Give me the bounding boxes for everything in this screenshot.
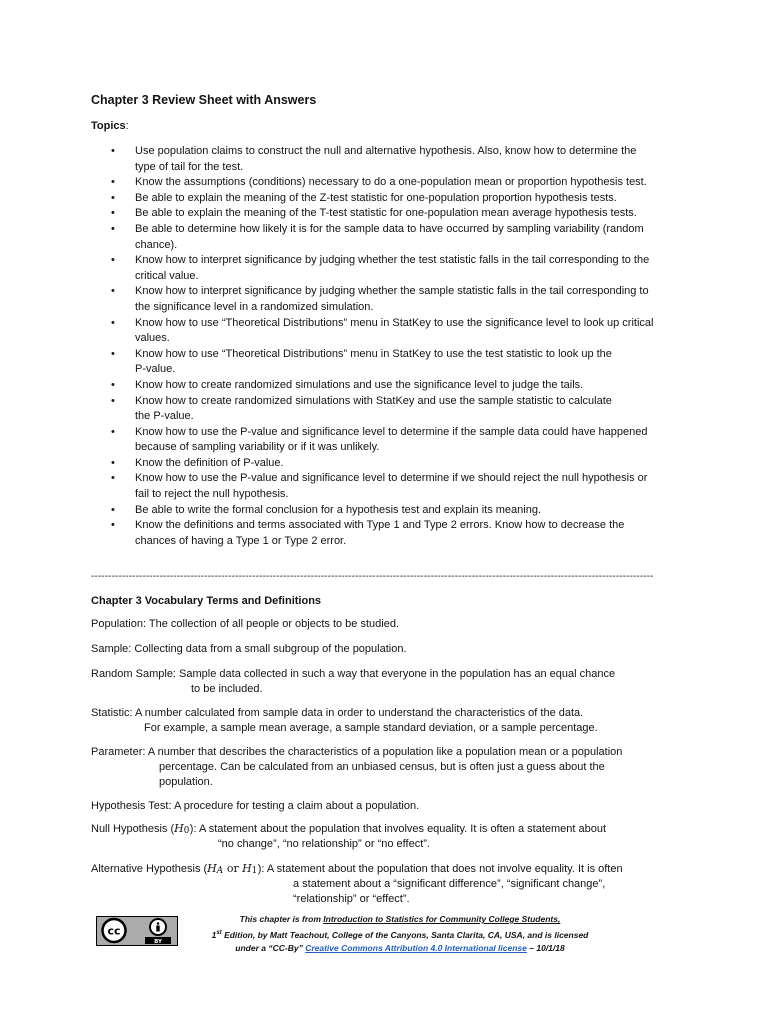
definition-continuation: to be included. [191, 683, 263, 695]
topic-line: Know how to interpret significance by judging whether the sample statistic falls in the tail corresponding to [135, 285, 649, 298]
topic-line: type of tail for the test. [135, 160, 244, 173]
topic-item [108, 456, 674, 472]
definition-population [91, 617, 661, 632]
topic-item [108, 471, 674, 502]
topic-line: because of sampling variability or if it was unlikely. [135, 441, 380, 454]
topics-label: Topics [91, 120, 126, 132]
term-definition: ): A statement about the population that does not involve equality. It is often [257, 863, 623, 875]
topic-item [108, 191, 674, 207]
topics-list [108, 144, 674, 549]
topic-item [108, 175, 674, 191]
footer-line-1 [200, 913, 600, 927]
topic-line: Know how to use the P-value and significance level to determine if the sample data could have happened [135, 425, 648, 438]
footer-text: under a “CC-By” [235, 942, 306, 953]
definition-null-hypothesis [91, 822, 661, 852]
term-definition: ): A statement about the population that involves equality. It is often a statement about [189, 823, 607, 835]
definition-text [91, 822, 661, 837]
cc-label: cc [107, 924, 121, 938]
alternative-hypothesis-symbol: H A or H 1 [207, 862, 258, 877]
cc-by-logo-icon [97, 917, 176, 944]
topic-line: fail to reject the null hypothesis. [135, 488, 289, 501]
footer-line-3 [200, 942, 600, 956]
license-link[interactable]: Creative Commons Attribution 4.0 International license [305, 942, 527, 953]
footer-attribution [200, 913, 600, 955]
definition-continuation: “no change”, “no relationship” or “no effect”. [218, 838, 430, 850]
topic-item [108, 253, 674, 284]
definition-statistic [91, 706, 661, 736]
topic-item [108, 316, 674, 347]
topic-line: Know how to create randomized simulations with StatKey and use the sample statistic to calculate [135, 394, 612, 407]
edition-suffix: st [216, 929, 222, 936]
topic-item [108, 144, 674, 175]
topic-line: Be able to explain the meaning of the T-test statistic for one-population mean average hypothesis tests. [135, 207, 637, 220]
definition-text: Sample: Collecting data from a small subgroup of the population. [91, 643, 407, 655]
edition-number: 1 [211, 929, 217, 940]
definition-text: Random Sample: Sample data collected in such a way that everyone in the population has an equal chance [91, 668, 616, 680]
topic-item [108, 503, 674, 519]
footer-date: – 10/1/18 [526, 942, 565, 953]
by-label: BY [154, 939, 162, 944]
topics-colon: : [125, 120, 129, 132]
vocab-section-title: Chapter 3 Vocabulary Terms and Definitions [91, 595, 322, 607]
footer-text: This chapter is from [239, 914, 324, 924]
page-title: Chapter 3 Review Sheet with Answers [91, 93, 317, 107]
definition-hypothesis-test [91, 799, 661, 814]
topic-item [108, 222, 674, 253]
topic-line: Know the definitions and terms associated with Type 1 and Type 2 errors. Know how to decrease the [135, 519, 625, 532]
topic-line: Be able to determine how likely it is for the sample data to have occurred by sampling variability (random [135, 222, 644, 235]
definition-text: Parameter: A number that describes the characteristics of a population like a population mean or a population [91, 746, 623, 758]
definition-random-sample [91, 667, 661, 697]
topic-item [108, 284, 674, 315]
definition-continuation: population. [159, 776, 213, 788]
topic-line: the significance level in a randomized simulation. [135, 300, 374, 313]
topic-line: Know how to use “Theoretical Distributions” menu in StatKey to use the significance level to look up critical [135, 316, 654, 329]
topic-line: Use population claims to construct the null and alternative hypothesis. Also, know how to determine the [135, 145, 637, 157]
null-hypothesis-symbol: H 0 [174, 822, 190, 837]
topic-item [108, 425, 674, 456]
definition-sample [91, 642, 661, 657]
topics-heading [91, 120, 129, 132]
topic-line: Know how to use the P-value and significance level to determine if we should reject the null hypothesis or [135, 472, 648, 485]
topic-line: P-value. [135, 363, 176, 376]
topic-line: critical value. [135, 269, 199, 282]
topic-line: chance). [135, 238, 178, 251]
topic-item [108, 394, 674, 425]
definition-text: Statistic: A number calculated from sample data in order to understand the characteristics of the data. [91, 707, 584, 719]
topic-item [108, 347, 674, 378]
definition-parameter [91, 745, 661, 790]
topic-line: Be able to explain the meaning of the Z-test statistic for one-population proportion hypothesis tests. [135, 191, 617, 204]
topic-line: Know the definition of P-value. [135, 456, 284, 469]
section-divider: -------------------------------------------------------------------------------------------------------------------------------------------------------------------- [91, 571, 654, 582]
topic-line: the P-value. [135, 410, 194, 423]
definition-text: Hypothesis Test: A procedure for testing a claim about a population. [91, 800, 420, 812]
topic-line: Know how to use “Theoretical Distributions” menu in StatKey to use the test statistic to look up the [135, 347, 612, 360]
topic-item [108, 206, 674, 222]
topic-line: Be able to write the formal conclusion for a hypothesis test and explain its meaning. [135, 503, 542, 516]
definition-text [91, 862, 661, 877]
definition-text: Population: The collection of all people or objects to be studied. [91, 618, 399, 630]
topic-line: chances of having a Type 1 or Type 2 error. [135, 534, 347, 547]
definition-continuation: a statement about a “significant difference”, “significant change”, [293, 878, 606, 890]
footer-line-2 [200, 927, 600, 942]
topic-line: values. [135, 332, 170, 345]
topic-line: Know how to create randomized simulations and use the significance level to judge the tails. [135, 378, 584, 391]
topic-item [108, 518, 674, 549]
footer-text: Edition, by Matt Teachout, College of the Canyons, Santa Clarita, CA, USA, and is licensed [221, 929, 589, 940]
topic-line: Know the assumptions (conditions) necessary to do a one-population mean or proportion hypothesis test. [135, 176, 647, 189]
term-label: Null Hypothesis ( [91, 823, 175, 835]
term-label: Alternative Hypothesis ( [91, 863, 208, 875]
topic-item [108, 378, 674, 394]
book-title-link[interactable]: Introduction to Statistics for Community College Students, [323, 914, 561, 924]
definition-alternative-hypothesis [91, 862, 661, 907]
cc-by-license-badge[interactable] [96, 916, 178, 946]
definition-continuation: “relationship” or “effect”. [293, 893, 410, 905]
topic-line: Know how to interpret significance by judging whether the test statistic falls in the tail corresponding to the [135, 254, 650, 267]
definition-continuation: percentage. Can be calculated from an unbiased census, but is often just a guess about the [159, 761, 605, 773]
definition-continuation: For example, a sample mean average, a sample standard deviation, or a sample percentage. [144, 722, 598, 734]
